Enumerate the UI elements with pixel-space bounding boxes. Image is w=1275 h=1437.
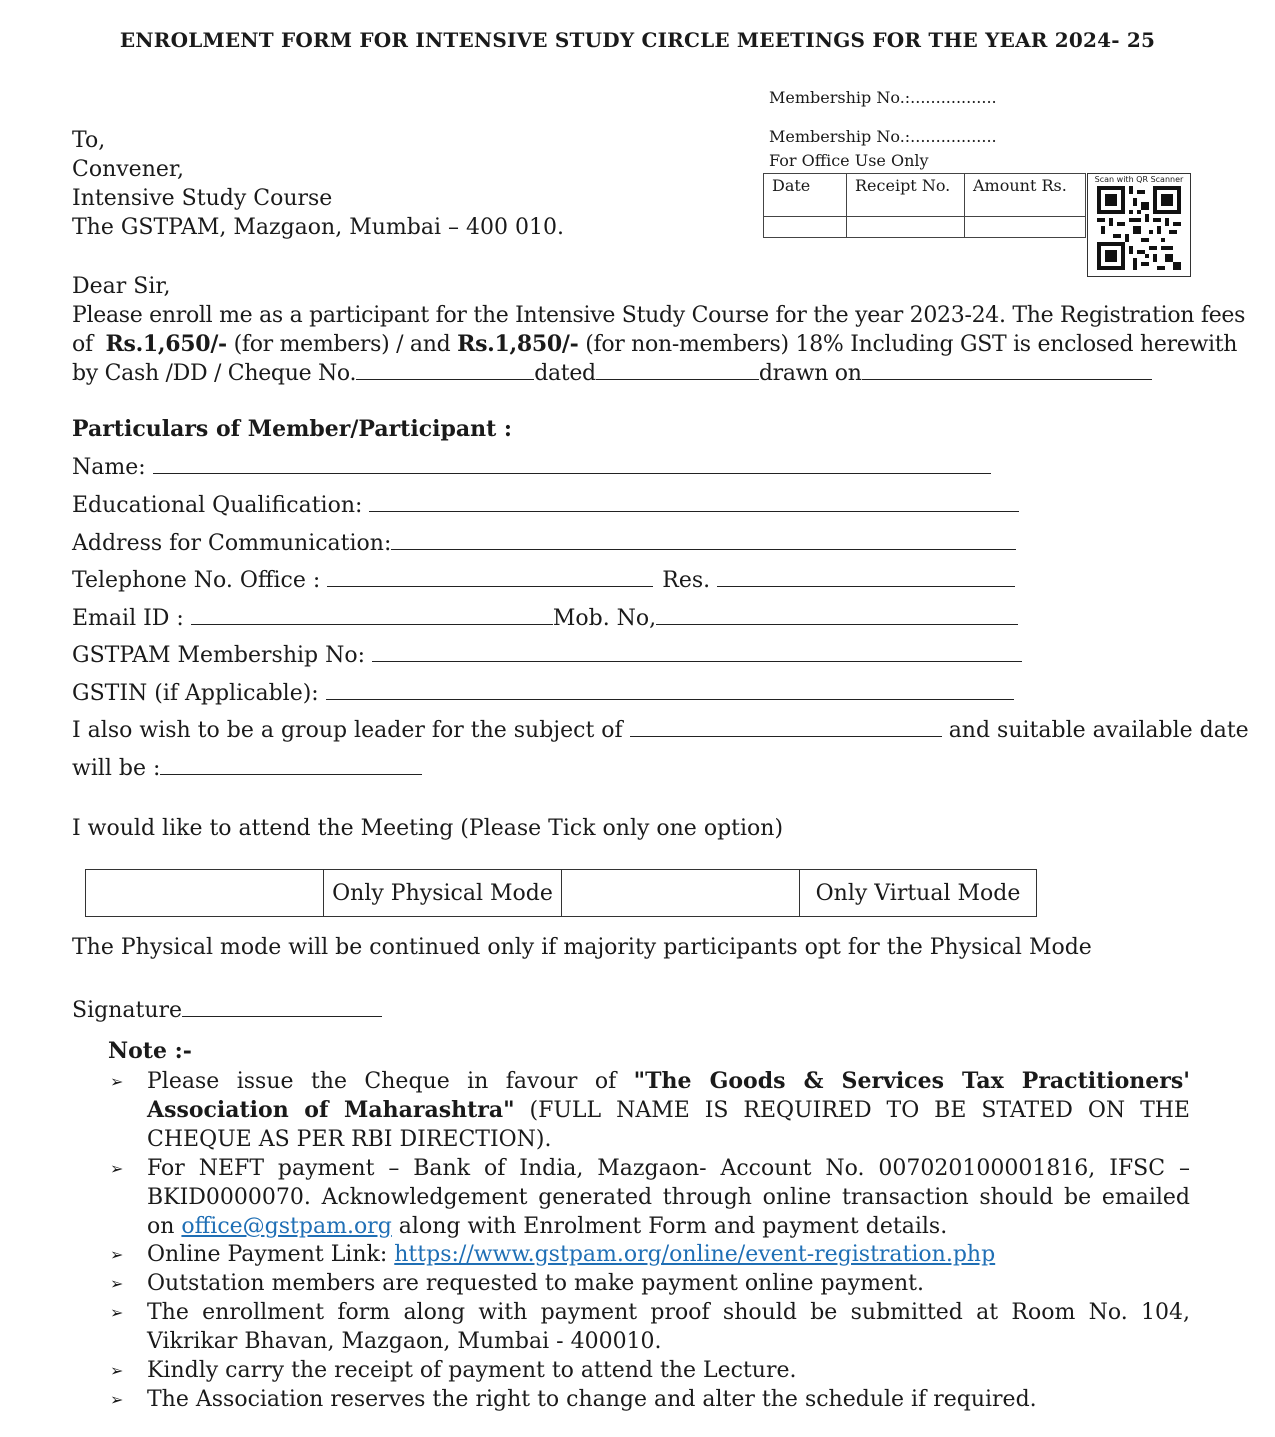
physical-mode-label: Only Physical Mode bbox=[323, 870, 561, 916]
will-be-label: will be : bbox=[72, 756, 161, 781]
gstin-label: GSTIN (if Applicable): bbox=[72, 681, 319, 706]
fee-members-text: (for members) / and bbox=[233, 332, 451, 357]
drawn-on-label: drawn on bbox=[758, 361, 862, 386]
note-online-payment-label: Online Payment Link: bbox=[147, 1242, 388, 1267]
qr-code-icon bbox=[1097, 186, 1181, 270]
letter-line-2 bbox=[72, 330, 1238, 359]
group-leader-date-label: and suitable available date bbox=[948, 718, 1249, 743]
office-col-amount: Amount Rs. bbox=[965, 174, 1086, 217]
arrow-bullet-icon: ➢ bbox=[110, 1390, 124, 1409]
membership-no-line-2: Membership No.:................. bbox=[769, 127, 997, 146]
education-field[interactable] bbox=[369, 491, 1019, 512]
arrow-bullet-icon: ➢ bbox=[110, 1303, 124, 1322]
office-cell-date[interactable] bbox=[764, 217, 847, 238]
address-line-2: Intensive Study Course bbox=[72, 186, 333, 211]
letter-body bbox=[72, 272, 1246, 388]
note-cheque-direction: (FULL NAME IS REQUIRED TO BE STATED ON THE CHEQUE AS PER RBI DIRECTION). bbox=[147, 1098, 1190, 1152]
letter-of: of bbox=[72, 332, 93, 357]
membership-no-line-1: Membership No.:................. bbox=[769, 88, 997, 107]
form-title: ENROLMENT FORM FOR INTENSIVE STUDY CIRCLE MEETINGS FOR THE YEAR 2024- 25 bbox=[119, 28, 1156, 52]
payment-method-label: by Cash /DD / Cheque No. bbox=[72, 361, 357, 386]
education-label: Educational Qualification: bbox=[72, 493, 363, 518]
name-label: Name: bbox=[72, 455, 146, 480]
email-field[interactable] bbox=[191, 604, 553, 625]
recipient-address bbox=[72, 126, 564, 242]
office-use-label: For Office Use Only bbox=[769, 151, 929, 170]
fee-nonmembers-text: (for non-members) 18% Including GST is enclosed herewith bbox=[585, 332, 1238, 357]
note-submission-text: The enrollment form along with payment proof should be submitted at Room No. 104, Vikrikar Bhavan, Mazgaon, Mumbai - 400010. bbox=[147, 1300, 1190, 1354]
salutation: Dear Sir, bbox=[72, 274, 171, 299]
will-be-row bbox=[72, 754, 422, 781]
letter-line-3 bbox=[72, 359, 1192, 388]
fee-members: Rs.1,650/- bbox=[105, 331, 227, 357]
note-cheque-text: Please issue the Cheque in favour of bbox=[147, 1069, 617, 1094]
telephone-row bbox=[72, 566, 1015, 593]
qr-code-box bbox=[1087, 173, 1191, 277]
arrow-bullet-icon: ➢ bbox=[110, 1072, 124, 1091]
address-row bbox=[72, 529, 1016, 556]
office-cell-receipt[interactable] bbox=[847, 217, 965, 238]
office-col-date: Date bbox=[764, 174, 847, 217]
telephone-res-label: Res. bbox=[662, 568, 711, 593]
arrow-bullet-icon: ➢ bbox=[110, 1245, 124, 1264]
signature-label: Signature bbox=[72, 998, 183, 1023]
group-leader-label: I also wish to be a group leader for the subject of bbox=[72, 718, 623, 743]
name-row bbox=[72, 453, 991, 480]
gstin-field[interactable] bbox=[326, 679, 1014, 700]
note-cheque-payee: "The Goods & Services Tax Practitioners' Association of Maharashtra" bbox=[147, 1068, 1190, 1123]
note-schedule-text: The Association reserves the right to change and alter the schedule if required. bbox=[147, 1387, 1037, 1412]
office-cell-amount[interactable] bbox=[965, 217, 1086, 238]
virtual-mode-label: Only Virtual Mode bbox=[799, 870, 1036, 916]
fee-nonmembers: Rs.1,850/- bbox=[457, 331, 579, 357]
email-row bbox=[72, 604, 1018, 631]
address-field[interactable] bbox=[391, 529, 1016, 550]
group-leader-row bbox=[72, 716, 1249, 743]
available-date-field[interactable] bbox=[160, 754, 422, 775]
telephone-office-field[interactable] bbox=[327, 566, 653, 587]
address-label: Address for Communication: bbox=[72, 531, 392, 556]
telephone-office-label: Telephone No. Office : bbox=[72, 568, 321, 593]
address-line-3: The GSTPAM, Mazgaon, Mumbai – 400 010. bbox=[72, 215, 564, 240]
group-leader-subject-field[interactable] bbox=[630, 716, 942, 737]
name-field[interactable] bbox=[153, 453, 991, 474]
arrow-bullet-icon: ➢ bbox=[110, 1274, 124, 1293]
physical-mode-checkbox[interactable] bbox=[86, 870, 323, 916]
arrow-bullet-icon: ➢ bbox=[110, 1361, 124, 1380]
cheque-no-field[interactable] bbox=[356, 359, 534, 380]
online-payment-link[interactable]: https://www.gstpam.org/online/event-registration.php bbox=[394, 1242, 996, 1267]
membership-field[interactable] bbox=[372, 641, 1022, 662]
virtual-mode-checkbox[interactable] bbox=[561, 870, 799, 916]
drawn-on-field[interactable] bbox=[862, 359, 1152, 380]
office-email-link[interactable]: office@gstpam.org bbox=[181, 1214, 392, 1239]
email-label: Email ID : bbox=[72, 606, 184, 631]
note-neft-text: For NEFT payment – Bank of India, Mazgaon- Account No. 007020100001816, IFSC – BKID0000070. Acknowledgement generated through online transaction should be emailed on bbox=[147, 1156, 1190, 1239]
arrow-bullet-icon: ➢ bbox=[110, 1159, 124, 1178]
note-outstation-text: Outstation members are requested to make payment online payment. bbox=[147, 1271, 924, 1296]
mobile-label: Mob. No, bbox=[552, 606, 657, 631]
cheque-date-field[interactable] bbox=[596, 359, 759, 380]
office-use-table bbox=[763, 173, 1086, 238]
signature-row bbox=[72, 996, 382, 1023]
telephone-res-field[interactable] bbox=[717, 566, 1015, 587]
gstin-row bbox=[72, 679, 1014, 706]
note-heading: Note :- bbox=[108, 1038, 192, 1064]
attendance-mode-options bbox=[85, 869, 1037, 917]
address-to: To, bbox=[72, 128, 106, 153]
address-line-1: Convener, bbox=[72, 157, 184, 182]
note-neft-text-2: along with Enrolment Form and payment details. bbox=[398, 1214, 948, 1239]
attend-prompt: I would like to attend the Meeting (Please Tick only one option) bbox=[72, 816, 784, 841]
membership-label: GSTPAM Membership No: bbox=[72, 643, 366, 668]
letter-line-1: Please enroll me as a participant for the Intensive Study Course for the year 2023-24. The Registration fees bbox=[72, 303, 1246, 328]
qr-scan-label: Scan with QR Scanner bbox=[1094, 175, 1184, 184]
membership-row bbox=[72, 641, 1022, 668]
education-row bbox=[72, 491, 1019, 518]
signature-field[interactable] bbox=[182, 996, 382, 1017]
dated-label: dated bbox=[534, 361, 596, 386]
particulars-heading: Particulars of Member/Participant : bbox=[72, 416, 513, 442]
note-receipt-text: Kindly carry the receipt of payment to attend the Lecture. bbox=[147, 1358, 797, 1383]
physical-mode-condition: The Physical mode will be continued only if majority participants opt for the Physical Mode bbox=[72, 935, 1092, 960]
mobile-field[interactable] bbox=[656, 604, 1018, 625]
office-col-receipt: Receipt No. bbox=[847, 174, 965, 217]
